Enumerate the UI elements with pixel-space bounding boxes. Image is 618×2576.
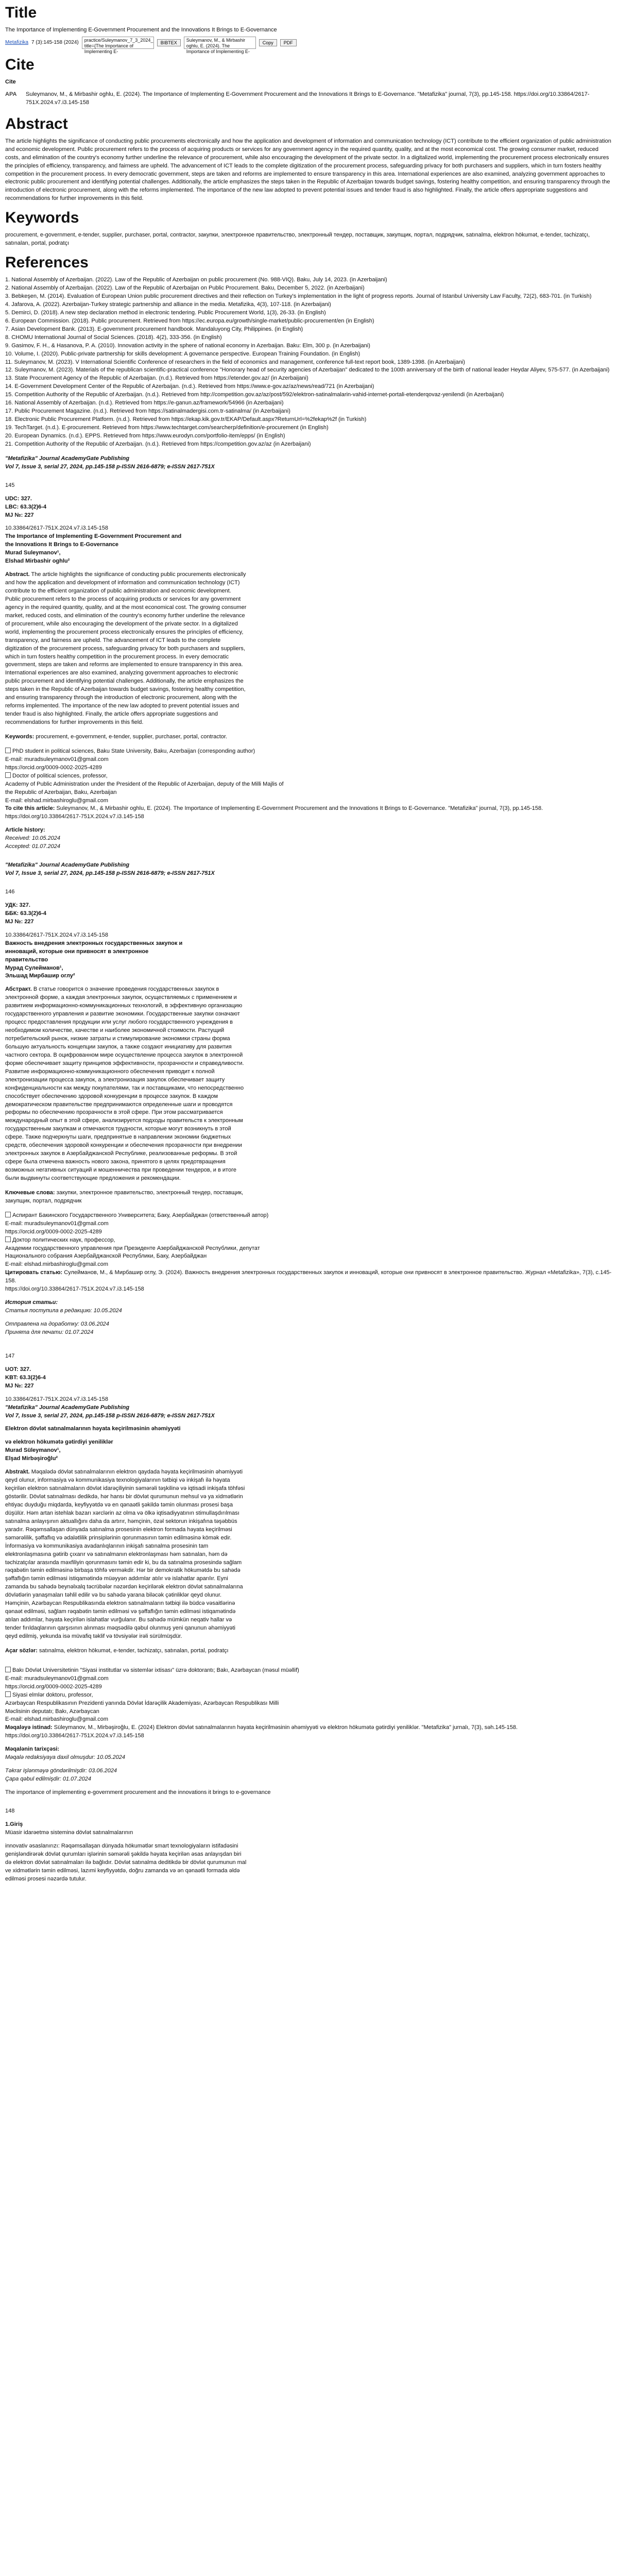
ru-email-2: E-mail: elshad.mirbashiroglu@gmail.com [5, 1261, 109, 1268]
az-keywords-label: Açar sözlər: [5, 1647, 38, 1654]
reference-item: 2. National Assembly of Azerbaijan. (2022). Law of the Republic of Azerbaijan on Public Procurement. Baku, December 5, 2022. (in Azerbaijani) [5, 285, 365, 292]
reference-item: 6. European Commission. (2018). Public procurement. Retrieved from https://ec.europa.eu/growth/single-market/public-procurement/en (in English) [5, 317, 374, 324]
reference-item: 12. Suleymanov, M. (2023). Materials of the republican scientific-practical conference "Honorary head of security agencies of Azerbaijan" dedicated to the 100th anniversary of the birth of national leader Heydar Aliyev, 575-577. (in Azerbaijani) [5, 367, 610, 374]
ru-email-1: E-mail: muradsuleymanov01@gmail.com [5, 1220, 109, 1227]
en-abstract [5, 571, 247, 727]
ru-abstract [5, 986, 247, 1183]
ru-keywords-label: Ключевые слова: [5, 1189, 55, 1196]
az-cite-doi: https://doi.org/10.33864/2617-751X.2024.v7.i3.145-158 [5, 1733, 144, 1739]
ru-accepted: Принята для печати: 01.07.2024 [5, 1329, 94, 1335]
az-email-2: E-mail: elshad.mirbashiroglu@gmail.com [5, 1716, 109, 1723]
az-abstract-label: Abstrakt. [5, 1469, 30, 1476]
reference-item: 10. Volume, I. (2020). Public-private partnership for skills development: A governance perspective. European Training Foundation. (in English) [5, 350, 360, 357]
az-affiliation-2c: Məclisinin deputatı; Bakı, Azərbaycan [5, 1708, 99, 1715]
az-affiliation-1: Bakı Dövlət Universitetinin "Siyasi institutlar və sistemlər ixtisası" üzrə doktorantı; Bakı, Azərbaycan (məsul müəllif) [5, 1667, 613, 1675]
ru-author-1: Мурад Сулейманов¹, [5, 964, 63, 971]
az-keywords [5, 1647, 613, 1655]
ru-author-2: Эльшад Мирбашир оглу² [5, 973, 75, 979]
ru-title-1: Важность внедрения электронных государственных закупок и [5, 940, 183, 946]
reference-item: 16. National Assembly of Azerbaijan. (n.d.). Retrieved from https://e-ganun.az/framework/54966 (in Azerbaijani) [5, 400, 284, 406]
en-author-2: Elshad Mirbashir oghlu² [5, 558, 70, 565]
citation-toolbar [5, 37, 613, 54]
reference-item: 7. Asian Development Bank. (2013). E-government procurement handbook. Mandaluyong City, Philippines. (in English) [5, 326, 303, 332]
citation-field[interactable]: Suleymanov, M., & Mirbashir oghlu, E. (2024). The Importance of Implementing E- [184, 37, 256, 49]
ru-abstract-text: В статье говорится о значение проведения государственных закупок в электронной форме, а каждая электронных закупок, осуществляемых с применением и развитием информационно-коммуникационных технологий, в эффективную организацию государственного управления и развитие экономики. Государственные закупки означают процесс предоставления продукции или услуг любого государственного учреждения в необходимом количестве, качестве и наиболее экономичной стоимости. Растущий потребительский рынок, низкие затраты и стимулирование экономики страны форма большую актуальность концепции закупок, а также создают инициативу для развития частного сектора. В оцифрованном мире осуществление процесса закупок в электронной форме обеспечивает защиту принципов эффективности, прозрачности и справедливости. Развитие информационно-коммуникационного обеспечения приводит к полной электронизации процесса закупок, а электронизация закупок обеспечивает защиту конфиденциальности как между покупателями, так и поставщиками, что непосредственно способствует обеспечению здоровой конкуренции в процессе закупок. В каждом демократическом правительстве предпринимаются определенные шаги и проводятся реформы по обеспечению прозрачности в этой сфере. При этом рассматривается международный опыт в этой сфере, анализируется подходы правительств к электронным государственным закупкам и отмечаются трудности, которые могут возникнуть в этой сфере. Также подчеркнуты шаги, предпринятые в направлении экономии бюджетных средств, обеспечения здоровой конкуренции и обеспечения прозрачности при внедрении электронных закупок в Азербайджанской Республике, реализованные реформы. В этой сфере была отмечена важность нового закона, принятого в целях предотвращения возможных негативных ситуаций и мошенничества при проведении тендеров, и в итоге были выдвинуты соответствующие предложения и рекомендации. [5, 986, 244, 1181]
reference-item: 3. Bebkeşen, M. (2014). Evaluation of European Union public procurement directives and their reflection on Turkey's implementation in the light of progress reports. Journal of Istanbul University Law Faculty, 72(2), 683-701. (in Turkish) [5, 293, 592, 299]
az-author-2: Elşad Mirbəşiroğlu² [5, 1455, 58, 1462]
references-list [5, 276, 613, 449]
reference-item: 15. Competition Authority of the Republic of Azerbaijan. (n.d.). Retrieved from http://competition.gov.az/az/post/592/elektron-satinalmalarin-vahid-internet-portali-etenderqovaz-yenilendi (in Azerbaijani) [5, 392, 504, 398]
article-az [5, 1352, 613, 1789]
en-udc: UDC: 327. [5, 495, 32, 502]
en-title-2: the Innovations It Brings to E-Governance [5, 541, 119, 548]
az-keywords-text: satınalma, elektron hökumət, e-tender, təchizatçı, satınalan, portal, podratçı [39, 1647, 229, 1654]
ru-abstract-label: Абстракт. [5, 986, 32, 993]
en-email-1: E-mail: muradsuleymanov01@gmail.com [5, 756, 109, 762]
en-lbc: LBC: 63.3(2)6-4 [5, 503, 47, 510]
keywords-text: procurement, e-government, e-tender, supplier, purchaser, portal, contractor, закупки, электронное правительство, электронный тендер, поставщик, закупщик, портал, подрядчик, satınalma, elektron hökumət, e-tender, təchizatçı, satınalan, portal, podratçı [5, 232, 590, 247]
az-page-number: 147 [5, 1352, 15, 1359]
az-history-label: Məqalənin tarixçəsi: [5, 1746, 60, 1753]
reference-item: 9. Gasimov, F. H., & Hasanova, P. A. (2010). Innovation activity in the sphere of national economy in Azerbaijan. Baku: Elm, 300 p. (in Azerbaijani) [5, 342, 370, 349]
az-cite [5, 1724, 613, 1732]
apa-row [5, 91, 613, 107]
reference-item: 19. TechTarget. (n.d.). E-procurement. Retrieved from https://www.techtarget.com/searcherp/definition/e-procurement (in English) [5, 425, 329, 431]
ru-cite-text: Сулейманов, М., & Мирбашир оглу, Э. (2024). Важность внедрения электронных государственных закупок и инноваций, которые они привносят в электронное правительство. Журнал «Metafizika», 7(3), c.145-158. [5, 1269, 612, 1284]
footnote-icon [5, 1667, 11, 1672]
ru-udc: УДК: 327. [5, 902, 30, 908]
references-heading: References [5, 254, 89, 272]
en-history-label: Article history: [5, 827, 45, 834]
reference-item: 17. Public Procurement Magazine. (n.d.). Retrieved from https://satinalmadergisi.com.tr-satinalma/ (in Azerbaijani) [5, 408, 290, 415]
ru-cite-label: Цитировать статью: [5, 1269, 63, 1276]
reference-item: 18. Electronic Public Procurement Platform. (n.d.). Retrieved from https://ekap.kik.gov.tr/EKAP/Default.aspx?ReturnUrl=%2fekap%2f (in Turkish) [5, 416, 367, 423]
reference-item: 8. CHOMU International Journal of Social Sciences. (2018). 4(2), 333-356. (in English) [5, 334, 222, 341]
keywords-heading: Keywords [5, 209, 79, 227]
running-title: The importance of implementing e-government procurement and the innovations it brings to e-governance [5, 1789, 271, 1795]
reference-item: 5. Demirci, D. (2018). A new step declaration method in electronic tendering. Public Procurement World, 1(3), 26-33. (in English) [5, 309, 326, 316]
footnote-icon [5, 748, 11, 753]
en-abstract-label: Abstract. [5, 571, 30, 578]
article-subtitle: The Importance of Implementing E-Government Procurement and the Innovations It Brings to E-Governance [5, 27, 277, 33]
az-cite-label: Məqaləyə istinad: [5, 1724, 53, 1731]
copy-button[interactable]: Copy [259, 39, 277, 46]
abstract-heading: Abstract [5, 115, 68, 132]
az-affiliation-2b: Azərbaycan Respublikasının Prezidenti yanında Dövlət İdarəçilik Akademiyası, Azərbaycan Respublikası Milli [5, 1700, 279, 1706]
az-abstract [5, 1468, 247, 1641]
en-volume: Vol 7, Issue 3, serial 27, 2024, pp.145-158 p-ISSN 2616-6879; e-ISSN 2617-751X [5, 463, 215, 470]
en-cite-text: Suleymanov, M., & Mirbashir oghlu, E. (2024). The Importance of Implementing E-Government Procurement and the Innovations It Brings to E-Governance. "Metafizika" journal, 7(3), pp.145-158. [56, 805, 543, 812]
intro-text: innovativ əsaslanırızı: Rəqəmsallaşan dünyada hökumətlər smart texnologiyaların istifadəsini genişləndirərək dövlət qurumları işlərinin səmərəli şəkildə həyata keçirilən əsas anlayışdan biri də elektron dövlət satınalmaları ilə bağlıdır. Dövlət satınalma deditikdə bir dövlət qurumunun mal ve xidmətlərin təmin edilməsi, lazımi keyfiyyətdə, doğru zamanda və ən qənaətli formada əldə edilməsi prosesi nəzərdə tutulur. [5, 1842, 247, 1882]
pdf-button[interactable]: PDF [280, 39, 297, 46]
reference-item: 11. Suleymanov, M. (2023). V International Scientific Conference of researchers in the field of economics and management, conference full-text report book, 1389-1398. (in Azerbaijani) [5, 359, 465, 365]
ru-mj: MJ №: 227 [5, 918, 34, 925]
en-title-1: The Importance of Implementing E-Government Procurement and [5, 533, 182, 540]
tail-page-number: 148 [5, 1807, 15, 1814]
apa-citation: Suleymanov, M., & Mirbashir oghlu, E. (2024). The Importance of Implementing E-Government Procurement and the Innovations It Brings to E-Governance. "Metafizika" journal, 7(3), pp.145-158. https://doi.org/10.33864/2617-751X.2024.v7.i3.145-158 [26, 91, 590, 106]
intro-first-line: Müasir idarəetmə sisteminə dövlət satınalmalarının [5, 1829, 133, 1836]
en-cite-label: To cite this article: [5, 805, 55, 812]
az-udc: UOT: 327. [5, 1366, 31, 1372]
apa-tag: APA [5, 91, 17, 97]
en-author-1: Murad Suleymanov¹, [5, 550, 61, 556]
az-lbc: KBT: 63.3(2)6-4 [5, 1374, 46, 1381]
ru-volume: Vol 7, Issue 3, serial 27, 2024, pp.145-158 p-ISSN 2616-6879; e-ISSN 2617-751X [5, 870, 215, 877]
reference-item: 21. Competition Authority of the Republic of Azerbaijan. (n.d.). Retrieved from https://competition.gov.az/az (in Azerbaijani) [5, 440, 311, 447]
az-cite-text: Süleymanov, M., Mirbəşiroğlu, E. (2024) Elektron dövlət satınalmalarının həyata keçirilməsinin əhəmiyyəti və elektron hökumətə gətirdiyi yeniliklər. "Metafizika" jurnalı, 7(3), səh.145-158. [54, 1724, 518, 1731]
article-tail [5, 1789, 613, 1883]
az-affiliation-2: Siyasi elmlər doktoru, professor, [5, 1691, 613, 1700]
en-doi: 10.33864/2617-751X.2024.v7.i3.145-158 [5, 525, 109, 532]
article-ru [5, 861, 613, 1347]
ru-affiliation-2b: Академии государственного управления при Президенте Азербайджанской Республики, депутат [5, 1245, 260, 1251]
az-volume: Vol 7, Issue 3, serial 27, 2024, pp.145-158 p-ISSN 2616-6879; e-ISSN 2617-751X [5, 1412, 215, 1419]
bibtex-field[interactable]: practice/Suleymanov_7_3_2024_ title={The Importance of Implementing E- [82, 37, 154, 49]
ru-cite [5, 1269, 613, 1285]
en-affiliation-2: Doctor of political sciences, professor, [5, 772, 613, 781]
en-cite [5, 805, 613, 813]
title-heading: Title [5, 4, 37, 21]
az-sent: Təkrar işlənməyə göndərilmişdir: 03.06.2024 [5, 1768, 117, 1774]
en-mj: MJ №: 227 [5, 512, 34, 518]
footnote-icon [5, 772, 11, 778]
az-abstract-text: Məqalədə dövlət satınalmalarının elektron qaydada həyata keçirilməsinin əhəmiyyəti qeyd olunur, informasiya və kommunikasiya texnologiyalarının tətbiqi və inkişafı ilə həyata keçirilən elektron satınalmaların dövlət idarəçiliyinin səmərəli təşkilinə və iqtisadi inkişafa töhfəsi göstərilir. Dövlət satınalması dedikdə, hər hansı bir dövlət qurumunun mehsul və ya xidmətlərin ehtiyac duyduğu miqdarda, keyfiyyətdə və en qənaətli şəkildə təmin olunması prosesi başa düşülür. Həm artan istehlak bazarı xərclərin az olma və ölkə iqtisadiyyatının stimullaşdırılması satınalma anlayışının aktuallığını daha da artırır, həmçinin, özəl sektorun inkişafına təşəbbüs yaradır. Rəqəmsallaşan dünyada satınalma prosesinin elektron formada həyata keçirilməsi səmərəlilik, şəffaflıq və ədalətlilik prinsiplərinin qorunmasının təmin edilməsinə kömək edir. İnformasiya və kommunikasiya avadanlıqlarının inkişafı satınalma prosesinin tam elektronlaşmasına gətirib çıxarır və satınalmanın elektronlaşması həm satınalan, həm də təchizatçılar arasında məxfiliyin qorunmasını təmin edir ki, bu da satınalma prosesində sağlam rəqabətin təmin edilməsinə birbaşa töhfə verməkdir. Hər bir demokratik hökumətdə bu sahədə şəffaflığın təmin edilməsi istiqamətində müəyyən addımlar atılır və islahatlar aparılır. Eyni zamanda bu sahədə beynəlxalq təcrübələr nəzərdən keçirilərək elektron dövlət satınalmalarına dövlətlərin yanaşmaları təhlil edilir və bu sahədə yarana biləcək çətinliklər qeyd olunur. Həmçinin, Azərbaycan Respublikasında elektron satınalmaların tətbiqi ilə büdcə vəsaitlərinə qənaət edilməsi, sağlam rəqabətin təmin edilməsi və şəffaflığın təmin edilməsi istiqamətində atılan addımlar, həyata keçirilən islahatlar vurğulanır. Bu sahədə mümkün neqativ hallar və tender fırıldaqlarının qarşısının alınması məqsədilə qəbul olunmuş yeni qanunun əhəmiyyəti qeyd edilmiş, yekunda isə müvafiq təklif və tövsiyələr irəli sürülmüşdür. [5, 1469, 245, 1639]
journal-meta: 7 (3):145-158 (2024) [31, 39, 79, 45]
cite-label: Cite [5, 78, 16, 85]
ru-affiliation-1: Аспирант Бакинского Государственного Университета; Баку, Азербайджан (ответственный автор) [5, 1212, 613, 1220]
ru-cite-doi: https://doi.org/10.33864/2617-751X.2024.v7.i3.145-158 [5, 1286, 144, 1293]
reference-item: 4. Jafarova, A. (2022). Azerbaijan-Turkey strategic partnership and alliance in the media. Metafizika, 4(3), 107-118. (in Azerbaijani) [5, 301, 331, 308]
ru-title-2: инноваций, которые они привносят в электронное [5, 948, 149, 955]
reference-item: 14. E-Government Development Center of the Republic of Azerbaijan. (n.d.). Retrieved from https://www.e-gov.az/az/news/read/721 (in Azerbaijani) [5, 383, 374, 390]
cite-heading: Cite [5, 56, 35, 73]
footnote-icon [5, 1691, 11, 1697]
en-orcid-1: https://orcid.org/0009-0002-2025-4289 [5, 764, 102, 771]
ru-affiliation-2: Доктор политических наук, профессор, [5, 1236, 613, 1245]
ru-sent: Отправлена на доработку: 03.06.2024 [5, 1321, 109, 1327]
en-email-2: E-mail: elshad.mirbashiroglu@gmail.com [5, 797, 109, 804]
reference-item: 13. State Procurement Agency of the Republic of Azerbaijan. (n.d.). Retrieved from https://etender.gov.az/ (in Azerbaijani) [5, 375, 308, 382]
ru-doi: 10.33864/2617-751X.2024.v7.i3.145-158 [5, 931, 109, 938]
ru-history-label: История статьи: [5, 1299, 58, 1306]
en-keywords-text: procurement, e-government, e-tender, supplier, purchaser, portal, contractor. [36, 733, 228, 740]
az-mj: MJ №: 227 [5, 1382, 34, 1389]
en-affiliation-2b: Academy of Public Administration under the President of the Republic of Azerbaijan, deputy of the Milli Majlis of [5, 781, 284, 787]
en-affiliation-1: PhD student in political sciences, Baku State University, Baku, Azerbaijan (corresponding author) [5, 748, 613, 756]
ru-orcid-1: https://orcid.org/0009-0002-2025-4289 [5, 1228, 102, 1235]
en-cite-doi: https://doi.org/10.33864/2617-751X.2024.v7.i3.145-158 [5, 814, 144, 820]
footnote-icon [5, 1236, 11, 1242]
en-page-number: 145 [5, 482, 15, 488]
en-journal: "Metafizika" Journal AcademyGate Publishing [5, 455, 130, 462]
ru-lbc: ББК: 63.3(2)6-4 [5, 910, 46, 917]
az-accepted: Çapa qəbul edilmişdir: 01.07.2024 [5, 1776, 91, 1783]
az-journal: "Metafizika" Journal AcademyGate Publishing [5, 1404, 130, 1411]
az-doi: 10.33864/2617-751X.2024.v7.i3.145-158 [5, 1396, 109, 1402]
az-title-1: Elektron dövlət satınalmalarının həyata keçirilməsinin əhəmiyyəti [5, 1426, 181, 1432]
az-email-1: E-mail: muradsuleymanov01@gmail.com [5, 1675, 109, 1682]
journal-link[interactable]: Metafizika [5, 39, 29, 45]
ru-keywords-text: закупки, электронное правительство, электронный тендер, поставщик, закупщик, портал, подрядчик [5, 1189, 244, 1204]
az-orcid-1: https://orcid.org/0009-0002-2025-4289 [5, 1683, 102, 1690]
bibtex-button[interactable]: BIBTEX [157, 39, 181, 46]
ru-title-3: правительство [5, 956, 48, 963]
ru-received: Статья поступила в редакцию: 10.05.2024 [5, 1308, 122, 1314]
footnote-icon [5, 1212, 11, 1217]
reference-item: 20. European Dynamics. (n.d.). EPPS. Retrieved from https://www.eurodyn.com/portfolio-item/epps/ (in English) [5, 432, 285, 439]
article-en [5, 455, 613, 861]
en-abstract-text: The article highlights the significance of conducting public procurements electronically and how the application and development of information and communication technology (ICT) contribute to the efficient organization of public administration and economic development. Public procurement refers to the process of acquiring products or services for any government agency in the required quantity, quality, and at the most economical cost. The growing consumer market, reduced costs, and elimination of the country's economy further underline the relevance of procurement, while also encouraging the development of the private sector. In a digitalized world, implementing the procurement process electronically ensures the principles of efficiency, transparency, and fairness are upheld. The advancement of ICT leads to the complete digitization of the procurement process, safeguarding privacy for both purchasers and suppliers, which in turn fosters healthy competition in the procurement process. In every democratic government, steps are taken and reforms are implemented to ensure transparency in this area. International experiences are also examined, analyzing government approaches to electronic public procurement and identifying potential challenges. Additionally, the article emphasizes the steps taken in the Republic of Azerbaijan towards budget savings, fostering healthy competition, and ensuring transparency through the introduction of electronic procurement, along with the reforms implemented. The importance of the new law adopted to prevent potential issues and tender fraud is also highlighted. Finally, the article offers appropriate suggestions and recommendations for further improvements in this field. [5, 571, 247, 725]
az-received: Məqalə redaksiyaya daxil olmuşdur: 10.05.2024 [5, 1754, 125, 1761]
en-accepted: Accepted: 01.07.2024 [5, 843, 61, 850]
ru-affiliation-2c: Национального собрания Азербайджанской Республики, Баку, Азербайджан [5, 1253, 207, 1260]
intro-heading: 1.Giriş [5, 1821, 23, 1827]
ru-journal: "Metafizika" Journal AcademyGate Publishing [5, 862, 130, 869]
ru-keywords [5, 1189, 247, 1206]
az-title-2: və elektron hökumətə gətirdiyi yeniliklər [5, 1439, 113, 1446]
abstract-text: The article highlights the significance of conducting public procurements electronically and how the application and development of information and communication technology (ICT) contribute to the efficient organization of public administration and economic development. Public procurement refers to the process of acquiring products or services for any government agency in the required quantity, quality, and at the most economical cost. The growing consumer market, reduced costs, and elimination of the country's economy further underline the relevance of procurement, while also encouraging the development of the private sector. In a digitalized world, implementing the procurement process electronically ensures the principles of efficiency, transparency, and fairness are upheld. The advancement of ICT leads to the complete digitization of the procurement process, safeguarding privacy for both purchasers and suppliers, which in turn fosters healthy competition in the procurement process. In every democratic government, steps are taken and reforms are implemented to ensure transparency in this area. International experiences are also examined, analyzing government approaches to electronic public procurement and identifying potential challenges. Additionally, the article emphasizes the steps taken in the Republic of Azerbaijan towards budget savings, fostering healthy competition, and ensuring transparency through the introduction of electronic procurement, along with the reforms implemented. The importance of the new law adopted to prevent potential issues and tender fraud is also highlighted. Finally, the article offers appropriate suggestions and recommendations for further improvements in this field. [5, 138, 611, 202]
en-received: Received: 10.05.2024 [5, 835, 61, 842]
en-keywords [5, 733, 613, 741]
ru-page-number: 146 [5, 889, 15, 895]
az-author-1: Murad Süleymanov¹, [5, 1447, 61, 1454]
en-affiliation-2c: the Republic of Azerbaijan, Baku, Azerbaijan [5, 789, 117, 795]
en-keywords-label: Keywords: [5, 733, 35, 740]
reference-item: 1. National Assembly of Azerbaijan. (2022). Law of the Republic of Azerbaijan on public procurement (No. 988-VIQ). Baku, July 14, 2023. (in Azerbaijani) [5, 277, 387, 283]
